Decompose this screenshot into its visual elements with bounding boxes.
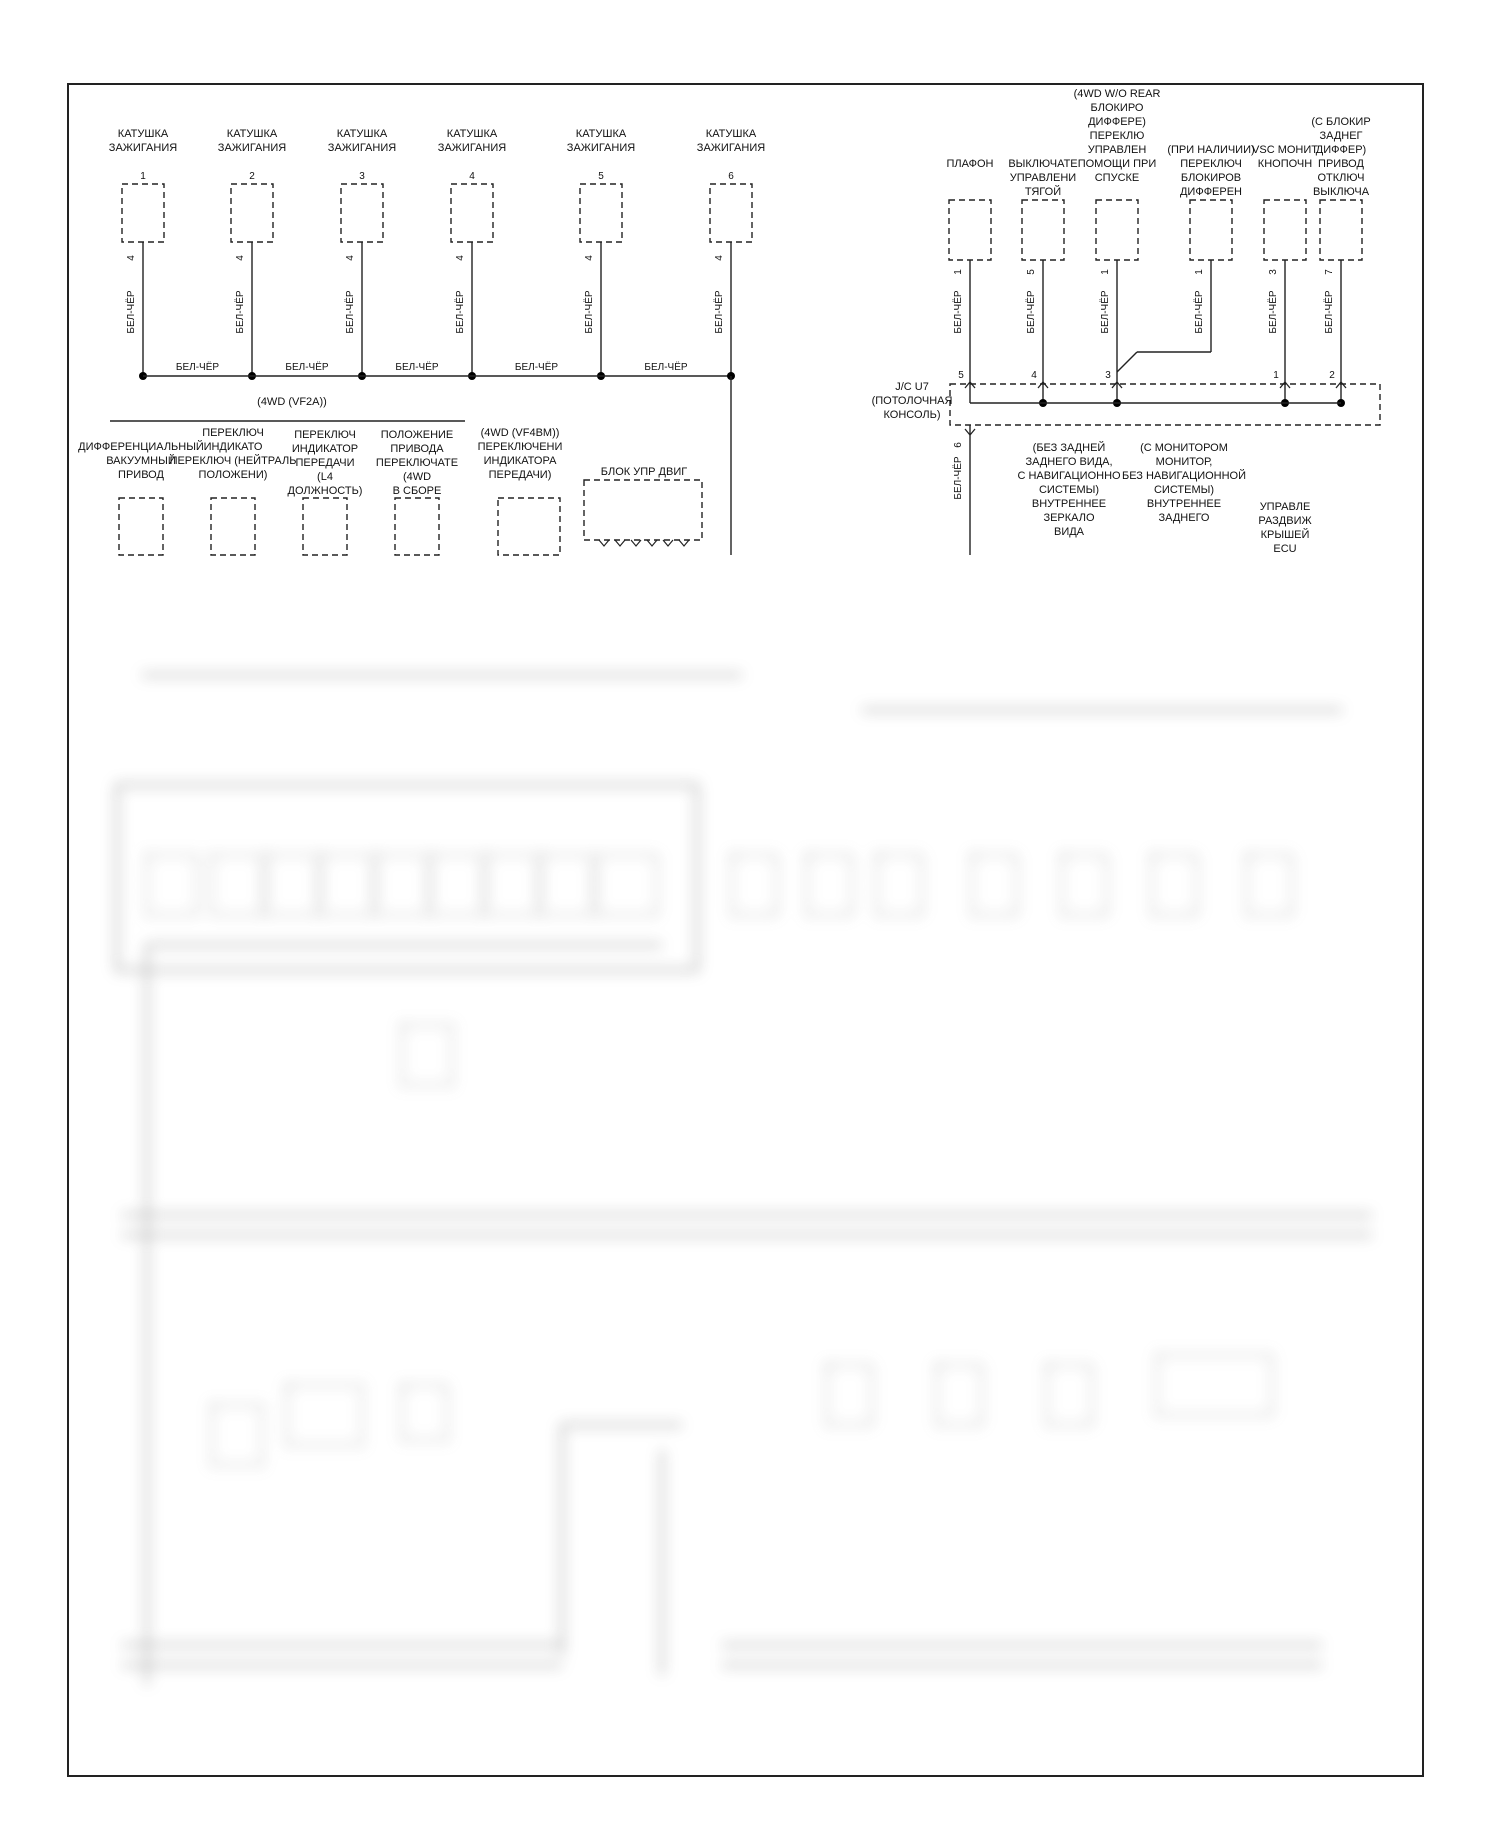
- coil-label: ЗАЖИГАНИЯ: [217, 142, 287, 154]
- component-label: ЗАДНЕГО ВИДА,: [1025, 456, 1113, 468]
- coil-pin-number: 4: [455, 255, 466, 261]
- pin-number: 5: [1026, 269, 1037, 275]
- component-label: (С МОНИТОРОМ: [1140, 442, 1228, 454]
- component-label: ECU: [1273, 543, 1297, 555]
- wire-color-label: БЕЛ-ЧЁР: [1100, 290, 1111, 334]
- connector-mark: [663, 540, 673, 546]
- component-label: (4WD: [402, 471, 432, 483]
- coil-number: 3: [359, 171, 365, 182]
- jc-label: (ПОТОЛОЧНАЯ: [871, 395, 953, 407]
- component-label: VSC МОНИТ: [1252, 144, 1318, 156]
- component-label: ПЕРЕДАЧИ: [295, 457, 355, 469]
- component-label: ПЕРЕКЛЮЧ: [1180, 158, 1242, 170]
- ignition-coil-icon: [341, 184, 383, 242]
- bus-wire-label: БЕЛ-ЧЁР: [514, 362, 559, 373]
- coil-number: 4: [469, 171, 475, 182]
- wire-color-label: БЕЛ-ЧЁР: [235, 290, 246, 334]
- coil-label: ЗАЖИГАНИЯ: [696, 142, 766, 154]
- transfer-switch-section: [78, 396, 702, 555]
- jc-pin-number: 1: [1273, 370, 1279, 381]
- component-label: ПЛАФОН: [946, 158, 994, 170]
- switch-wire: [1117, 352, 1137, 372]
- coil-label: КАТУШКА: [575, 128, 627, 140]
- component-label: ВАКУУМНЫЙ: [106, 455, 176, 467]
- switch-icon: [395, 498, 439, 555]
- component-label: ИНДИКАТОРА: [483, 455, 557, 467]
- bus-wire-label: БЕЛ-ЧЁР: [395, 362, 439, 373]
- coil-pin-number: 4: [126, 255, 137, 261]
- switch-icon: [1096, 200, 1138, 260]
- component-label: УПРАВЛЕНИ: [1009, 172, 1077, 184]
- component-label: (L4: [317, 471, 333, 483]
- switch-icon: [303, 498, 347, 555]
- pin-number: 1: [953, 269, 964, 275]
- component-label: ЗАДНЕГО: [1158, 512, 1210, 524]
- coil-number: 6: [728, 171, 734, 182]
- component-label: ПЕРЕКЛЮ: [1089, 130, 1145, 142]
- bus-wire-label: БЕЛ-ЧЁР: [175, 362, 220, 373]
- component-label: ДИФФЕРЕ): [1088, 116, 1146, 128]
- wire-color-label: БЕЛ-ЧЁР: [1324, 290, 1335, 334]
- component-label: ПРИВОД: [1318, 158, 1364, 170]
- group-label: (4WD (VF2A)): [257, 396, 327, 408]
- wire-color-label: БЕЛ-ЧЁР: [584, 290, 595, 334]
- jc-pin-number: 2: [1329, 370, 1335, 381]
- switch-icon: [1320, 200, 1362, 260]
- coil-pin-number: 4: [235, 255, 246, 261]
- component-label: ПОЛОЖЕНИ): [198, 469, 268, 481]
- wire-color-label: БЕЛ-ЧЁР: [714, 290, 725, 334]
- switch-icon: [1022, 200, 1064, 260]
- pin-number: 1: [1100, 269, 1111, 275]
- component-label: ВНУТРЕННЕЕ: [1031, 498, 1107, 510]
- junction-connector-icon: [950, 384, 1380, 425]
- switch-icon: [498, 498, 560, 555]
- jc-label: КОНСОЛЬ): [883, 409, 941, 421]
- coil-number: 5: [598, 171, 604, 182]
- jc-out-pin: 6: [953, 442, 964, 448]
- component-label: ПОМОЩИ ПРИ: [1077, 158, 1157, 170]
- component-label: ИНДИКАТОР: [291, 443, 359, 455]
- component-label: ПЕРЕКЛЮЧЕНИ: [477, 441, 563, 453]
- jc-label: J/C U7: [895, 381, 929, 393]
- engine-ecu-label: БЛОК УПР ДВИГ: [600, 466, 688, 478]
- switch-icon: [949, 200, 991, 260]
- ignition-coil-icon: [580, 184, 622, 242]
- coil-number: 2: [249, 171, 255, 182]
- component-label: (4WD (VF4BM)): [480, 427, 560, 439]
- component-label: ПРИВОД: [118, 469, 164, 481]
- component-label: ПЕРЕКЛЮЧАТЕ: [375, 457, 459, 469]
- switch-icon: [119, 498, 163, 555]
- ignition-coil-icon: [451, 184, 493, 242]
- component-label: ОТКЛЮЧ: [1317, 172, 1365, 184]
- coil-label: ЗАЖИГАНИЯ: [108, 142, 178, 154]
- component-label: ДИФФЕРЕН: [1179, 186, 1243, 198]
- component-label: СИСТЕМЫ): [1038, 484, 1100, 496]
- pin-number: 1: [1194, 269, 1205, 275]
- component-label: КНОПОЧН: [1257, 158, 1313, 170]
- component-label: БЕЗ НАВИГАЦИОННОЙ: [1121, 470, 1247, 482]
- coil-label: ЗАЖИГАНИЯ: [327, 142, 397, 154]
- connector-mark: [615, 540, 625, 546]
- ignition-coil-icon: [231, 184, 273, 242]
- blurred-diagram-canvas: [62, 555, 1432, 1790]
- coil-label: ЗАЖИГАНИЯ: [437, 142, 507, 154]
- wire-color-label: БЕЛ-ЧЁР: [455, 290, 466, 334]
- component-label: ПЕРЕКЛЮЧ: [294, 429, 356, 441]
- pin-number: 3: [1268, 269, 1279, 275]
- wire-color-label: БЕЛ-ЧЁР: [1194, 290, 1205, 334]
- component-label: ПЕРЕКЛЮЧ: [202, 427, 264, 439]
- wire-color-label: БЕЛ-ЧЁР: [1268, 290, 1279, 334]
- wire-color-label: БЕЛ-ЧЁР: [345, 290, 356, 334]
- component-label: БЛОКИРО: [1090, 102, 1144, 114]
- component-label: ВИДА: [1053, 526, 1085, 538]
- component-label: (БЕЗ ЗАДНЕЙ: [1032, 442, 1106, 454]
- jc-pin-number: 3: [1105, 370, 1111, 381]
- connector-mark: [631, 540, 641, 546]
- component-label: БЛОКИРОВ: [1180, 172, 1242, 184]
- bus-wire-label: БЕЛ-ЧЁР: [644, 362, 688, 373]
- coil-label: КАТУШКА: [336, 128, 388, 140]
- wire-color-label: БЕЛ-ЧЁР: [1026, 290, 1037, 334]
- component-label: ДОЛЖНОСТЬ): [287, 485, 363, 497]
- switch-icon: [1264, 200, 1306, 260]
- component-label: МОНИТОР,: [1155, 456, 1213, 468]
- coil-label: ЗАЖИГАНИЯ: [566, 142, 636, 154]
- component-label: ПЕРЕДАЧИ): [488, 469, 552, 481]
- switch-icon: [1190, 200, 1232, 260]
- coil-label: КАТУШКА: [117, 128, 169, 140]
- ignition-coil-icon: [710, 184, 752, 242]
- component-label: КРЫШЕЙ: [1260, 529, 1310, 541]
- coil-pin-number: 4: [714, 255, 725, 261]
- component-label: В СБОРЕ: [392, 485, 442, 497]
- wire-color-label: БЕЛ-ЧЁР: [126, 290, 137, 334]
- engine-ecu-icon: [584, 480, 702, 540]
- component-label: ПЕРЕКЛЮЧ (НЕЙТРАЛЬ: [169, 455, 297, 467]
- component-label: СИСТЕМЫ): [1153, 484, 1215, 496]
- connector-mark: [599, 540, 609, 546]
- component-label: (ПРИ НАЛИЧИИ): [1167, 144, 1255, 156]
- wire-color-label: БЕЛ-ЧЁР: [953, 290, 964, 334]
- component-label: ПОЛОЖЕНИЕ: [380, 429, 454, 441]
- component-label: ВНУТРЕННЕЕ: [1146, 498, 1222, 510]
- component-label: УПРАВЛЕН: [1087, 144, 1147, 156]
- component-label: ИНДИКАТО: [203, 441, 263, 453]
- component-label: ДИФФЕРЕНЦИАЛЬНЫЙ: [78, 441, 204, 453]
- wire-color-label: БЕЛ-ЧЁР: [953, 456, 964, 500]
- ceiling-console-section: [872, 88, 1380, 555]
- coil-number: 1: [140, 171, 146, 182]
- connector-mark: [647, 540, 657, 546]
- mirror-roof-section: [1017, 441, 1311, 555]
- component-label: ЗАДНЕГ: [1319, 130, 1363, 142]
- component-label: ДИФФЕР): [1315, 144, 1367, 156]
- component-label: УПРАВЛЕ: [1259, 501, 1311, 513]
- bus-wire-label: БЕЛ-ЧЁР: [285, 362, 329, 373]
- component-label: ВЫКЛЮЧА: [1312, 186, 1370, 198]
- connector-mark: [679, 540, 689, 546]
- coil-pin-number: 4: [345, 255, 356, 261]
- blurred-lower-diagram: [62, 555, 1432, 1790]
- jc-pin-number: 4: [1031, 370, 1037, 381]
- coil-label: КАТУШКА: [705, 128, 757, 140]
- component-label: ЗЕРКАЛО: [1043, 512, 1095, 524]
- component-label: СПУСКЕ: [1094, 172, 1140, 184]
- switch-icon: [211, 498, 255, 555]
- coil-label: КАТУШКА: [226, 128, 278, 140]
- component-label: (С БЛОКИР: [1311, 116, 1371, 128]
- coil-pin-number: 4: [584, 255, 595, 261]
- jc-pin-number: 5: [958, 370, 964, 381]
- component-label: С НАВИГАЦИОННО: [1017, 470, 1121, 482]
- component-label: ПРИВОДА: [390, 443, 444, 455]
- ignition-coil-icon: [122, 184, 164, 242]
- component-label: ВЫКЛЮЧАТЕ: [1008, 158, 1078, 170]
- coil-label: КАТУШКА: [446, 128, 498, 140]
- pin-number: 7: [1324, 269, 1335, 275]
- component-label: ТЯГОЙ: [1024, 186, 1062, 198]
- component-label: (4WD W/O REAR: [1073, 88, 1161, 100]
- component-label: РАЗДВИЖ: [1258, 515, 1312, 527]
